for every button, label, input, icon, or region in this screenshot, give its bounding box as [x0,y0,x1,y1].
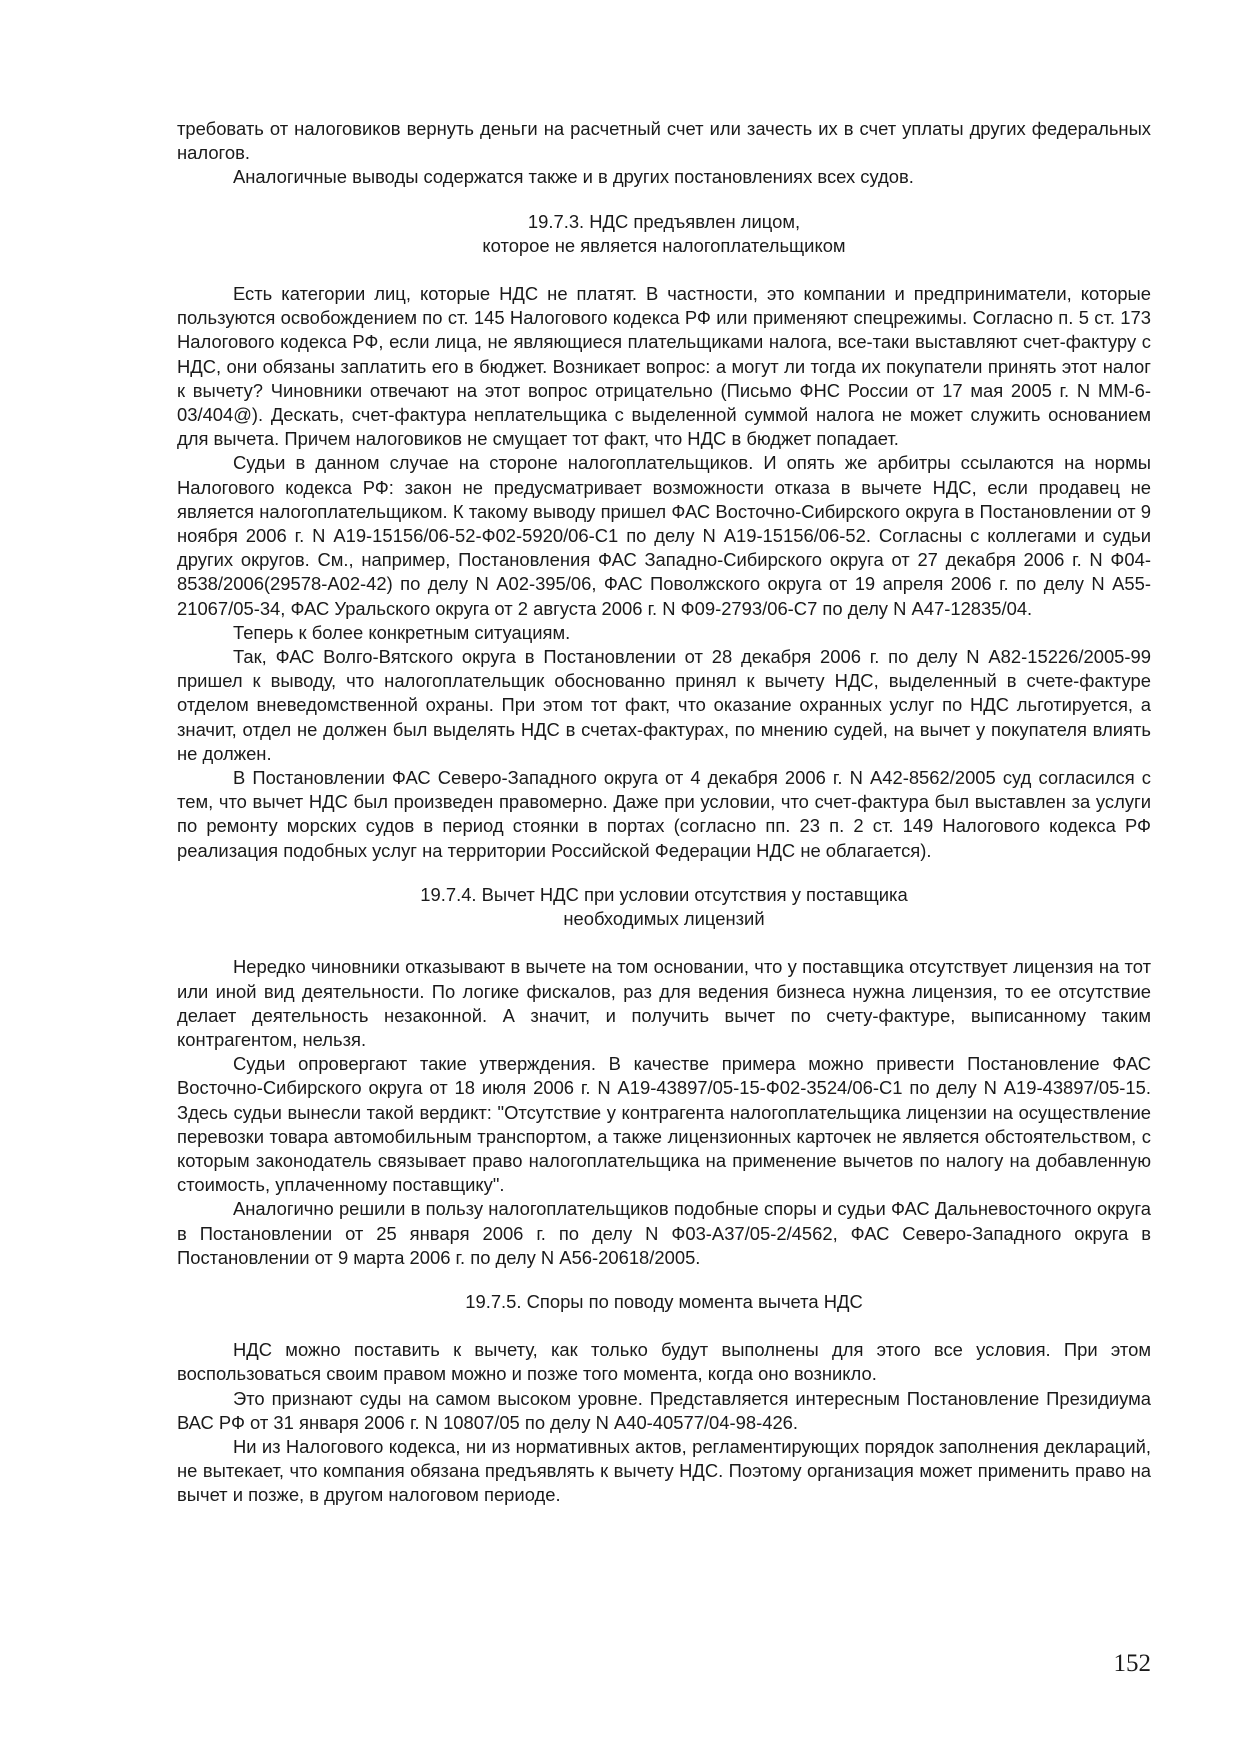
section-heading-19-7-5 [177,1270,1151,1338]
section-19-7-5-paragraph-3: Ни из Налогового кодекса, ни из нормативных актов, регламентирующих порядок заполнения деклараций, не вытекает, что компания обязана предъявлять к вычету НДС. Поэтому организация может применить право на вычет и позже, в другом налоговом периоде. [177,1435,1151,1506]
section-19-7-3-paragraph-1: Есть категории лиц, которые НДС не платят. В частности, это компании и предприниматели, которые пользуются освобождением по ст. 145 Налогового кодекса РФ или применяют спецрежимы. Согласно п. 5 ст. 173 Налогового кодекса РФ, если лица, не являющиеся плательщиками налога, все-таки выставляют счет-фактуру с НДС, они обязаны заплатить его в бюджет. Возникает вопрос: а могут ли тогда их покупатели принять этот налог к вычету? Чиновники отвечают на этот вопрос отрицательно (Письмо ФНС России от 17 мая 2005 г. N ММ-6-03/404@). Дескать, счет-фактура неплательщика с выделенной суммой налога не может служить основанием для вычета. Причем налоговиков не смущает тот факт, что НДС в бюджет попадает. [177,283,1151,450]
section-heading-line: необходимых лицензий [563,908,765,930]
section-heading-line: 19.7.4. Вычет НДС при условии отсутствия у поставщика [420,883,908,905]
section-19-7-3-paragraph-5: В Постановлении ФАС Северо-Западного округа от 4 декабря 2006 г. N А42-8562/2005 суд согласился с тем, что вычет НДС был произведен правомерно. Даже при условии, что счет-фактура был выставлен за услуги по ремонту морских судов в период стоянки в портах (согласно пп. 23 п. 2 ст. 149 Налогового кодекса РФ реализация подобных услуг на территории Российской Федерации НДС не облагается). [177,767,1151,861]
section-19-7-4-paragraph-2: Судьи опровергают такие утверждения. В качестве примера можно привести Постановление ФАС Восточно-Сибирского округа от 18 июля 2006 г. N А19-43897/05-15-Ф02-3524/06-С1 по делу N А19-43897/05-15. Здесь судьи вынесли такой вердикт: "Отсутствие у контрагента налогоплательщика лицензии на осуществление перевозки товара автомобильным транспортом, а также лицензионных карточек не является обстоятельством, с которым законодатель связывает право налогоплательщика на применение вычетов по налогу на добавленную стоимость, уплаченному поставщику". [177,1053,1151,1196]
intro-paragraph-2: Аналогичные выводы содержатся также и в других постановлениях всех судов. [233,166,914,188]
intro-paragraph-1: требовать от налоговиков вернуть деньги на расчетный счет или зачесть их в счет уплаты других федеральных налогов. [177,118,1151,164]
document-page [177,117,1151,1508]
section-19-7-4-paragraph-1: Нередко чиновники отказывают в вычете на том основании, что у поставщика отсутствует лицензия на тот или иной вид деятельности. По логике фискалов, раз для ведения бизнеса нужна лицензия, то ее отсутствие делает деятельность незаконной. А значит, и получить вычет по счету-фактуре, выписанному таким контрагентом, нельзя. [177,956,1151,1050]
section-19-7-5-paragraph-2: Это признают суды на самом высоком уровне. Представляется интересным Постановление Президиума ВАС РФ от 31 января 2006 г. N 10807/05 по делу N А40-40577/04-98-426. [177,1387,1151,1433]
section-heading-19-7-3 [177,190,1151,282]
section-heading-line: которое не является налогоплательщиком [482,234,846,256]
section-19-7-5-paragraph-1: НДС можно поставить к вычету, как только будут выполнены для этого все условия. При этом воспользоваться своим правом можно и позже того момента, когда оно возникло. [177,1339,1151,1385]
section-heading-19-7-4 [177,863,1151,955]
section-heading-line: 19.7.3. НДС предъявлен лицом, [527,210,801,232]
page-number: 152 [1113,1650,1151,1677]
section-19-7-3-paragraph-4: Так, ФАС Волго-Вятского округа в Постановлении от 28 декабря 2006 г. по делу N А82-15226/2005-99 пришел к выводу, что налогоплательщик обоснованно принял к вычету НДС, выделенный в счете-фактуре отделом вневедомственной охраны. При этом тот факт, что оказание охранных услуг по НДС льготируется, а значит, отдел не должен был выделять НДС в счетах-фактурах, по мнению судей, на вычет у покупателя влиять не должен. [177,646,1151,764]
section-19-7-3-paragraph-2: Судьи в данном случае на стороне налогоплательщиков. И опять же арбитры ссылаются на нормы Налогового кодекса РФ: закон не предусматривает возможности отказа в вычете НДС, если продавец не является налогоплательщиком. К такому выводу пришел ФАС Восточно-Сибирского округа в Постановлении от 9 ноября 2006 г. N А19-15156/06-52-Ф02-5920/06-С1 по делу N А19-15156/06-52. Согласны с коллегами и судьи других округов. См., например, Постановления ФАС Западно-Сибирского округа от 27 декабря 2006 г. N Ф04-8538/2006(29578-А02-42) по делу N А02-395/06, ФАС Поволжского округа от 19 апреля 2006 г. по делу N А55-21067/05-34, ФАС Уральского округа от 2 августа 2006 г. N Ф09-2793/06-С7 по делу N А47-12835/04. [177,452,1151,619]
section-19-7-3-paragraph-3: Теперь к более конкретным ситуациям. [233,621,571,643]
section-heading-line: 19.7.5. Споры по поводу момента вычета НДС [465,1290,863,1312]
section-19-7-4-paragraph-3: Аналогично решили в пользу налогоплательщиков подобные споры и судьи ФАС Дальневосточного округа в Постановлении от 25 января 2006 г. по делу N Ф03-А37/05-2/4562, ФАС Северо-Западного округа в Постановлении от 9 марта 2006 г. по делу N А56-20618/2005. [177,1198,1151,1268]
